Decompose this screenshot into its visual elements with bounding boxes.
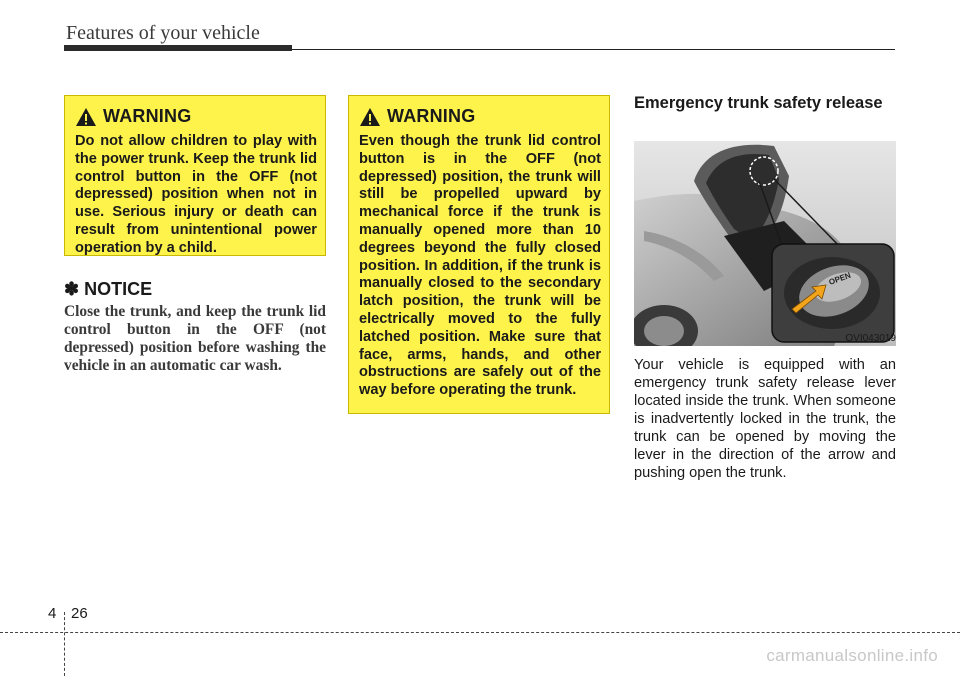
warning-heading bbox=[359, 106, 601, 127]
trunk-release-figure bbox=[634, 141, 896, 346]
car-trunk-illustration bbox=[634, 141, 896, 346]
page-number: 26 bbox=[71, 605, 88, 622]
figure-caption: OVI043019 bbox=[845, 333, 896, 344]
notice-title: ✽ NOTICE bbox=[64, 279, 153, 299]
watermark: carmanualsonline.info bbox=[766, 646, 938, 665]
figure-open-label: OPEN bbox=[827, 270, 852, 287]
warning-heading bbox=[75, 106, 317, 127]
section-title: Emergency trunk safety release bbox=[634, 94, 883, 112]
warning-triangle-icon bbox=[359, 107, 381, 127]
warning-box-trunk-force bbox=[348, 95, 610, 414]
header-title: Features of your vehicle bbox=[66, 22, 260, 44]
warning-box-children bbox=[64, 95, 326, 256]
warning-triangle-icon bbox=[75, 107, 97, 127]
warning-text: Do not allow children to play with the power trunk. Keep the trunk lid control button in the OFF (not depressed) position when not in use. Serious injury or death can result from unintentional power operation by a child. bbox=[75, 133, 317, 256]
warning-title: WARNING bbox=[103, 106, 192, 126]
chapter-number: 4 bbox=[48, 605, 57, 622]
warning-text: Even though the trunk lid control button is in the OFF (not depressed) position, the trunk will still be propelled upward by mechanical force if the trunk is manually opened more than 10 degrees beyond the fully closed position. In addition, if the trunk is manually closed to the secondary latch position, the trunk will be electrically moved to the fully latched position. Make sure that face, arms, hands, and other obstructions are safely out of the way before operating the trunk. bbox=[359, 133, 601, 399]
section-body: Your vehicle is equipped with an emergency trunk safety release lever located inside the trunk. When someone is inadvertently locked in the trunk, the trunk can be opened by moving the lever in the direction of the arrow and pushing open the trunk. bbox=[634, 357, 896, 481]
footer-rule bbox=[0, 632, 960, 633]
notice-text: Close the trunk, and keep the trunk lid control button in the OFF (not depressed) position before washing the vehicle in an automatic car wash. bbox=[64, 303, 326, 374]
header-rule-accent bbox=[64, 45, 292, 51]
footer-divider bbox=[64, 612, 65, 676]
warning-title: WARNING bbox=[387, 106, 476, 126]
